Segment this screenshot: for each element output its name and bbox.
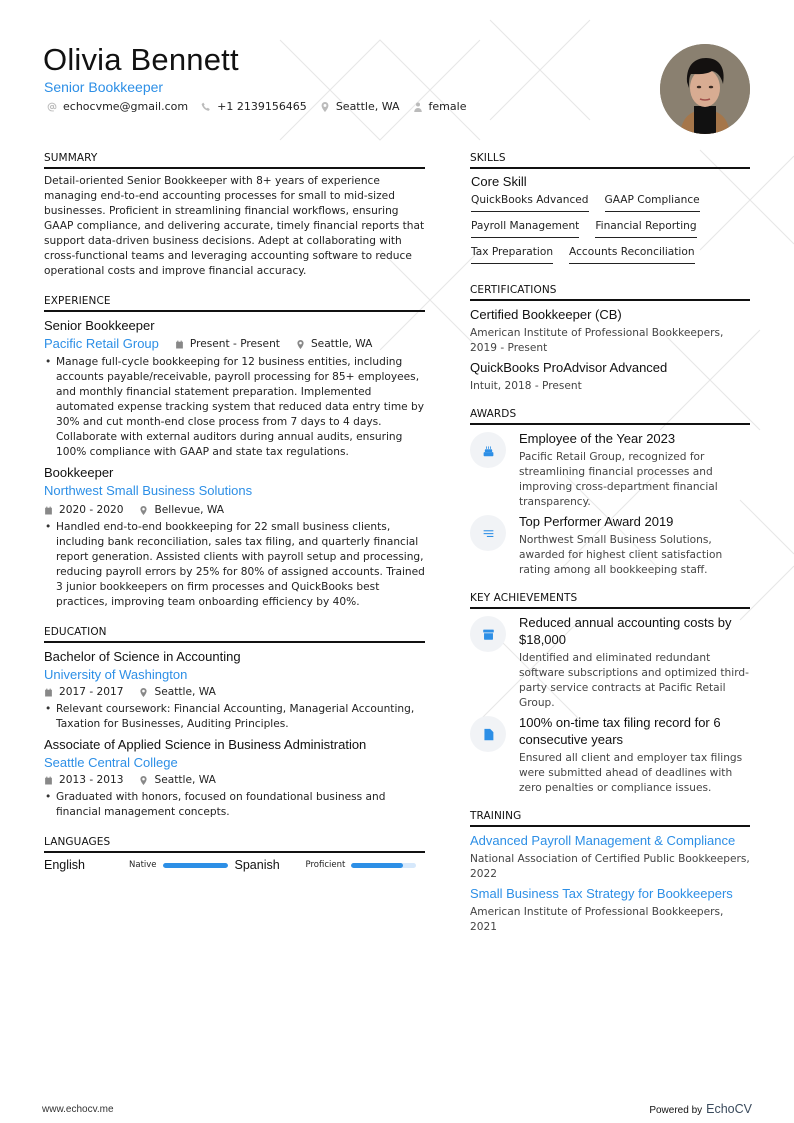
education-location: Seattle, WA: [139, 772, 215, 788]
languages-section: [44, 836, 425, 872]
language-name: Spanish: [234, 858, 280, 872]
candidate-name: Olivia Bennett: [43, 42, 239, 77]
bullet: • Graduated with honors, focused on foundational business and financial management concepts.: [44, 790, 425, 820]
job-title: Senior Bookkeeper: [44, 318, 155, 333]
cake-icon: [470, 432, 506, 468]
section-heading: EXPERIENCE: [44, 295, 425, 312]
language-level: Proficient: [305, 860, 346, 870]
job-location: Bellevue, WA: [139, 502, 224, 518]
avatar: [660, 44, 750, 134]
achievement-title: 100% on-time tax filing record for 6 consecutive years: [519, 715, 721, 747]
right-column: [470, 152, 750, 947]
section-heading: CERTIFICATIONS: [470, 284, 750, 301]
skill-tag: Accounts Reconciliation: [569, 244, 695, 264]
job-dates: 2020 - 2020: [44, 502, 123, 518]
degree: Associate of Applied Science in Business Administration: [44, 737, 367, 752]
contact-email[interactable]: [46, 100, 188, 113]
achievement-title: Reduced annual accounting costs by $18,000: [519, 615, 732, 647]
section-heading: SKILLS: [470, 152, 750, 169]
at-icon: [46, 101, 58, 113]
certification-detail: American Institute of Professional Bookkeepers, 2019 - Present: [470, 327, 724, 354]
skill-tag: QuickBooks Advanced: [471, 192, 589, 212]
skill-tag: Payroll Management: [471, 218, 579, 238]
candidate-title: Senior Bookkeeper: [44, 79, 164, 95]
company-name: Northwest Small Business Solutions: [44, 483, 253, 498]
education-dates: 2017 - 2017: [44, 684, 123, 700]
education-item: [44, 736, 425, 820]
location-icon: [319, 101, 331, 113]
award-description: Northwest Small Business Solutions, awarded for highest client satisfaction rating among all bookkeeping staff.: [519, 534, 723, 576]
certification-name: Certified Bookkeeper (CB): [470, 307, 622, 322]
section-heading: SUMMARY: [44, 152, 425, 169]
location-icon: [139, 506, 148, 515]
calendar-icon: [44, 688, 53, 697]
calendar-icon: [44, 506, 53, 515]
education-meta: [44, 772, 425, 788]
section-heading: KEY ACHIEVEMENTS: [470, 592, 750, 609]
certification-name: QuickBooks ProAdvisor Advanced: [470, 360, 668, 375]
award-description: Pacific Retail Group, recognized for streamlining financial processes and improving cross-department financial transparency.: [519, 451, 718, 508]
certification-detail: Intuit, 2018 - Present: [470, 380, 582, 392]
calendar-icon: [44, 776, 53, 785]
achievement-item: [470, 714, 750, 796]
section-heading: AWARDS: [470, 408, 750, 425]
calendar-icon: [175, 340, 184, 349]
footer-website-link[interactable]: www.echocv.me: [42, 1104, 114, 1115]
training-detail: American Institute of Professional Bookkeepers, 2021: [470, 906, 724, 933]
location-value: Seattle, WA: [335, 100, 400, 113]
bullet: • Handled end-to-end bookkeeping for 22 small business clients, including bank reconciliation, sales tax filing, and quarterly financial report generation. Assisted clients with payroll setup and processing, reducing payroll errors by 25% for 80% of assigned accounts. Trained 3 junior bookkeepers on firm processes and QuickBooks best practices, improving team onboarding efficiency by 40%.: [44, 520, 425, 610]
file-icon: [470, 716, 506, 752]
bullet: • Manage full-cycle bookkeeping for 12 business entities, including accounts payable/receivable, payroll processing for 85+ employees, and monthly financial statement preparation. Implemented automated expense tracking system that reduced data entry time by 30% and cut month-end close process from 7 days to 4 days. Collaborate with external auditors during annual audits, ensuring 100% compliance with GAAP and state tax regulations.: [44, 355, 425, 460]
job-meta: [44, 335, 425, 353]
company-name: Pacific Retail Group: [44, 336, 159, 351]
language-proficiency-bar: [163, 863, 228, 868]
skill-tag: GAAP Compliance: [605, 192, 700, 212]
achievement-item: [470, 614, 750, 711]
education-dates: 2013 - 2013: [44, 772, 123, 788]
location-icon: [296, 340, 305, 349]
summary-section: [44, 152, 425, 279]
achievements-section: [470, 592, 750, 796]
powered-by-label: Powered by: [649, 1105, 703, 1116]
skills-section: [470, 152, 750, 270]
certifications-section: [470, 284, 750, 394]
language-name: English: [44, 858, 85, 872]
contact-phone[interactable]: [200, 100, 307, 113]
footer-powered-by[interactable]: [649, 1102, 752, 1116]
phone-value: +1 2139156465: [217, 100, 307, 113]
award-title: Top Performer Award 2019: [519, 514, 674, 529]
training-name: Small Business Tax Strategy for Bookkeepers: [470, 886, 733, 901]
section-heading: LANGUAGES: [44, 836, 425, 853]
left-column: [44, 152, 425, 884]
phone-icon: [200, 101, 212, 113]
school-name: University of Washington: [44, 667, 188, 682]
archive-icon: [470, 616, 506, 652]
email-value: echocvme@gmail.com: [63, 100, 189, 113]
experience-item: [44, 464, 425, 610]
job-bullets: [44, 520, 425, 610]
education-item: [44, 648, 425, 732]
skill-tag: Tax Preparation: [471, 244, 553, 264]
job-title: Bookkeeper: [44, 465, 114, 480]
awards-section: [470, 408, 750, 578]
gender-value: female: [428, 100, 467, 113]
degree: Bachelor of Science in Accounting: [44, 649, 241, 664]
achievement-description: Ensured all client and employer tax filings were submitted ahead of deadlines with zero penalties or compliance issues.: [519, 752, 743, 794]
section-heading: TRAINING: [470, 810, 750, 827]
skill-tags: [470, 192, 750, 270]
lines-icon: [470, 515, 506, 551]
location-icon: [139, 688, 148, 697]
experience-item: [44, 317, 425, 460]
job-meta: [44, 502, 425, 518]
education-meta: [44, 684, 425, 700]
skill-category: Core Skill: [471, 174, 527, 189]
training-section: [470, 810, 750, 935]
education-location: Seattle, WA: [139, 684, 215, 700]
section-heading: EDUCATION: [44, 626, 425, 643]
award-item: [470, 513, 750, 578]
contact-gender: [412, 100, 467, 113]
summary-text: Detail-oriented Senior Bookkeeper with 8+ years of experience managing end-to-end accounting processes for small to mid-sized businesses. Proficient in streamlining financial workflows, ensuring GAAP compliance, and delivering accurate, timely financial reports that support data-driven business decisions. Adept at collaborating with cross-functional teams and leveraging accounting software to reduce operational costs and improve financial accuracy.: [44, 175, 425, 277]
training-name: Advanced Payroll Management & Compliance: [470, 833, 736, 848]
award-item: [470, 430, 750, 510]
language-item: [44, 858, 235, 872]
training-detail: National Association of Certified Public Bookkeepers, 2022: [470, 853, 750, 880]
achievement-description: Identified and eliminated redundant software subscriptions and optimized third-party service contracts at Pacific Retail Group.: [519, 652, 749, 709]
contact-list: [46, 100, 478, 113]
education-bullets: [44, 702, 425, 732]
bullet: • Relevant coursework: Financial Accounting, Managerial Accounting, Taxation for Businesses, Auditing Principles.: [44, 702, 425, 732]
language-list: [44, 858, 425, 872]
school-name: Seattle Central College: [44, 755, 178, 770]
job-location: Seattle, WA: [296, 336, 372, 352]
job-bullets: [44, 355, 425, 460]
language-item: [235, 858, 426, 872]
person-icon: [412, 101, 424, 113]
education-bullets: [44, 790, 425, 820]
brand-name: EchoCV: [706, 1102, 752, 1116]
award-title: Employee of the Year 2023: [519, 431, 676, 446]
education-section: [44, 626, 425, 820]
language-proficiency-bar: [351, 863, 416, 868]
location-icon: [139, 776, 148, 785]
skill-tag: Financial Reporting: [595, 218, 696, 238]
language-level: Native: [129, 860, 157, 870]
experience-section: [44, 295, 425, 610]
job-dates: Present - Present: [175, 336, 280, 352]
contact-location: [319, 100, 400, 113]
